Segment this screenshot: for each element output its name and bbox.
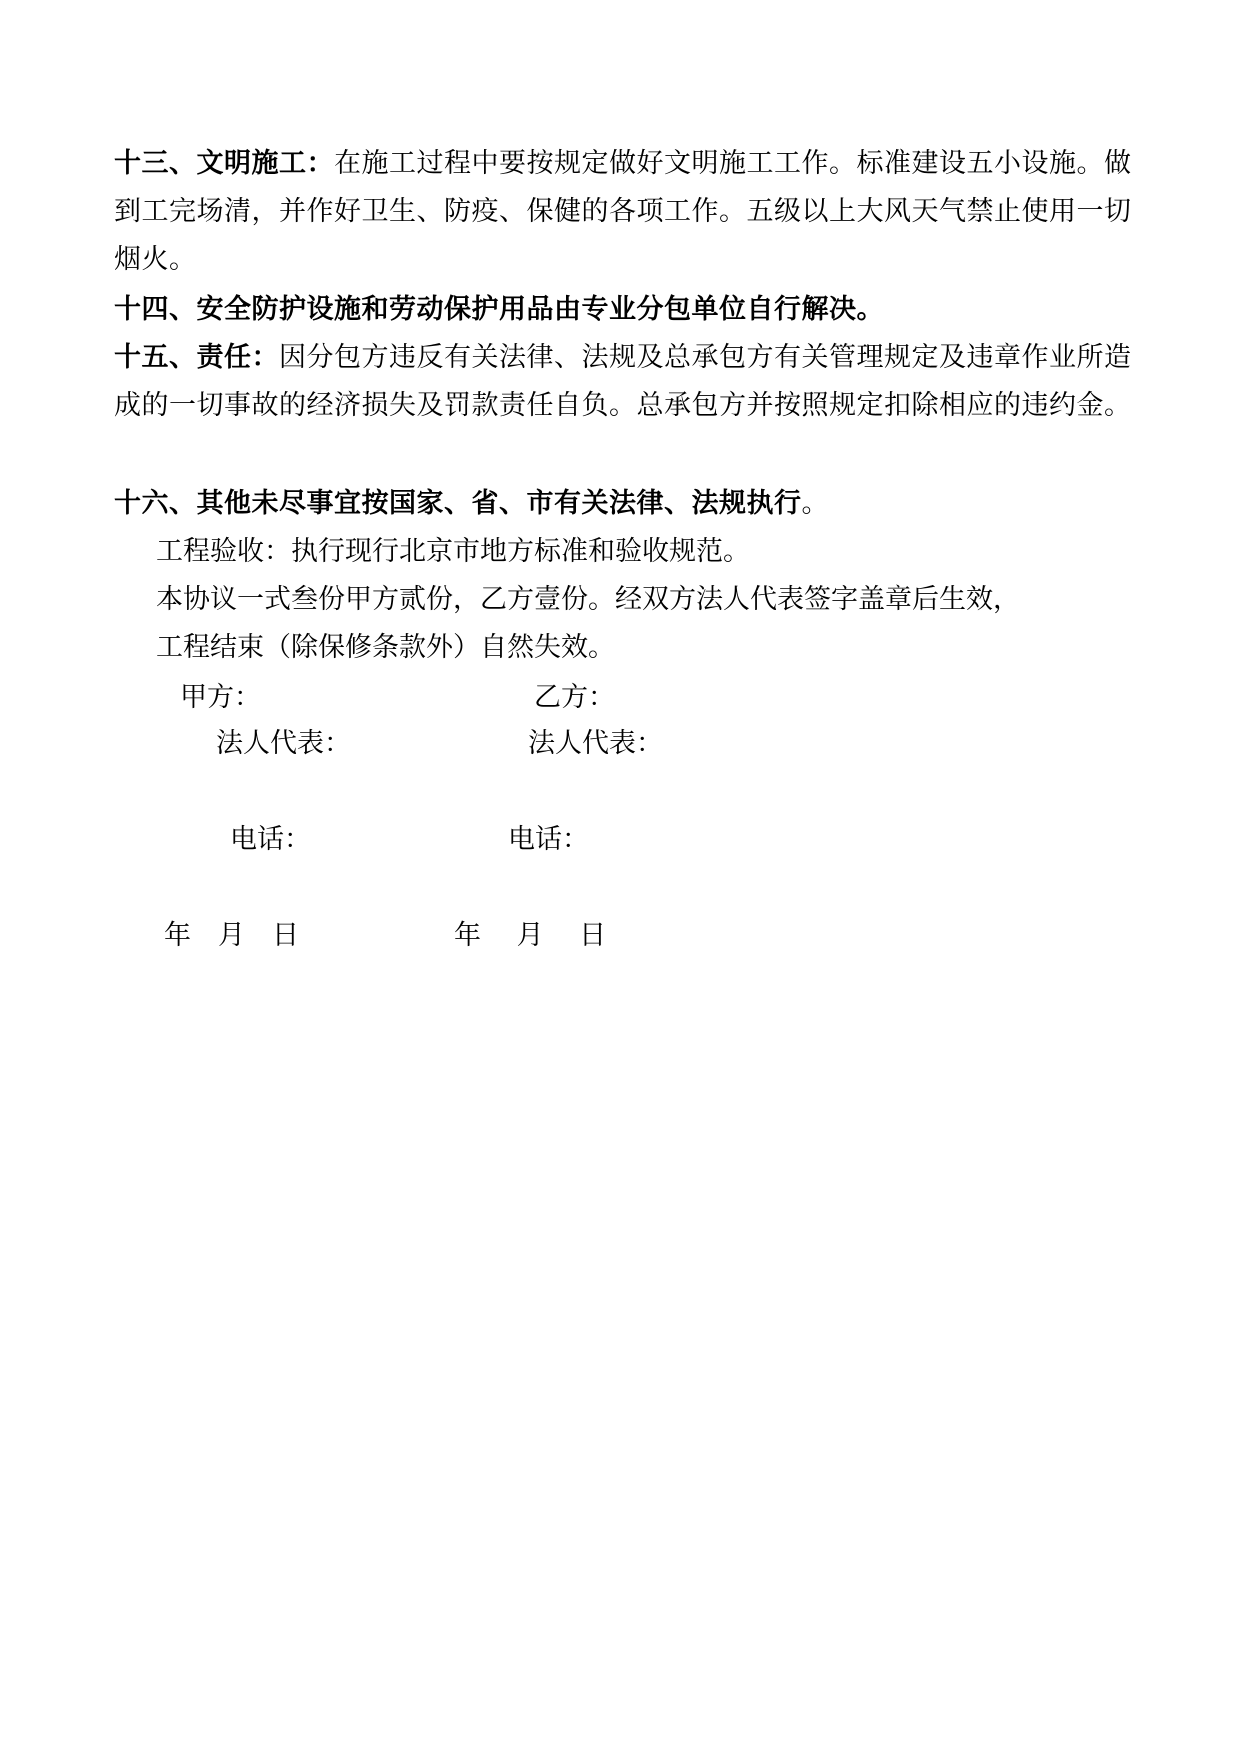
clause-15-heading: 十五、责任： bbox=[114, 342, 279, 373]
party-a-legal-rep: 法人代表： bbox=[216, 728, 351, 759]
party-b-date: 年 月 日 bbox=[454, 920, 607, 951]
party-a-date: 年 月 日 bbox=[164, 920, 299, 951]
clause-16 bbox=[114, 480, 1144, 528]
clause-13 bbox=[114, 140, 1144, 284]
clause-13-heading: 十三、文明施工： bbox=[114, 148, 334, 179]
clause-14 bbox=[114, 286, 1144, 334]
clause-16-heading: 十六、其他未尽事宜按国家、省、市有关法律、法规执行 bbox=[114, 488, 802, 519]
party-a-phone: 电话： bbox=[230, 824, 311, 855]
clause-16-tail: 。 bbox=[801, 488, 829, 519]
acceptance-paragraph: 工程验收：执行现行北京市地方标准和验收规范。 bbox=[156, 536, 750, 567]
party-a-label: 甲方： bbox=[180, 682, 261, 713]
party-b-phone: 电话： bbox=[508, 824, 589, 855]
clause-15-body: 因分包方违反有关法律、法规及总承包方有关管理规定及违章作业所造成的一切事故的经济损失及罚款责任自负。总承包方并按照规定扣除相应的违约金。 bbox=[114, 342, 1132, 421]
clause-14-heading: 十四、安全防护设施和劳动保护用品由专业分包单位自行解决。 bbox=[114, 294, 884, 325]
clause-13-body: 在施工过程中要按规定做好文明施工工作。标准建设五小设施。做到工完场清，并作好卫生、防疫、保健的各项工作。五级以上大风天气禁止使用一切烟火。 bbox=[114, 148, 1132, 275]
copies-paragraph-line-1: 本协议一式叁份甲方贰份，乙方壹份。经双方法人代表签字盖章后生效， bbox=[156, 584, 1020, 615]
party-b-legal-rep: 法人代表： bbox=[528, 728, 663, 759]
party-b-label: 乙方： bbox=[534, 682, 615, 713]
clause-15 bbox=[114, 334, 1144, 430]
copies-paragraph-line-2: 工程结束（除保修条款外）自然失效。 bbox=[156, 632, 615, 663]
